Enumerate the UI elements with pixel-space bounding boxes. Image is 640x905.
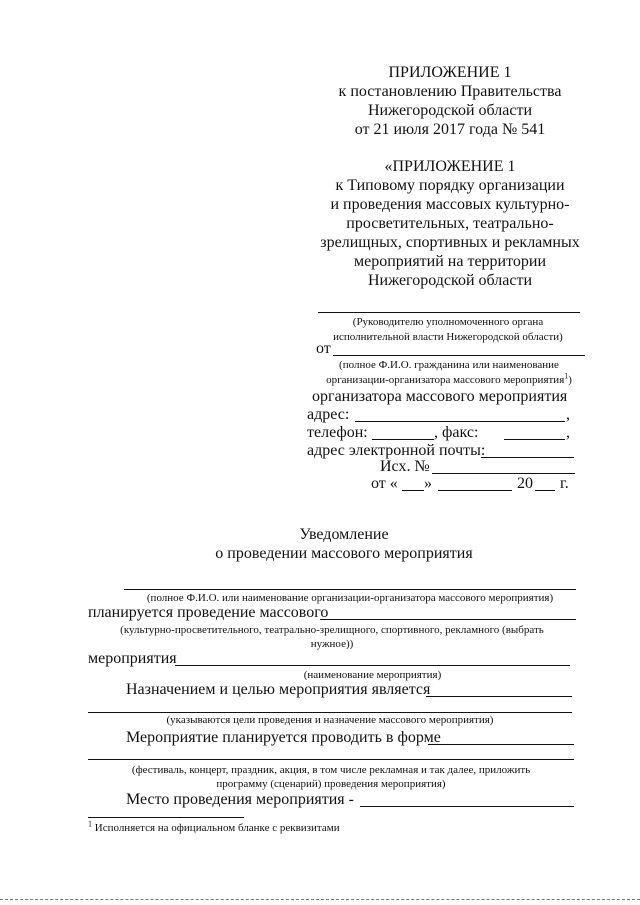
hint-name: (наименование мероприятия): [303, 669, 442, 681]
hint-form-line-1: (фестиваль, концерт, праздник, акция, в том числе рекламная и так далее, приложить: [131, 764, 531, 776]
appendix-line-7: Нижегородской области: [367, 272, 532, 289]
form-blank-1[interactable]: [428, 744, 574, 745]
place-blank[interactable]: [360, 806, 574, 807]
purpose-blank-1[interactable]: [426, 696, 572, 697]
date-suffix: г.: [560, 475, 569, 492]
appendix-line-2: к Типовому порядку организации: [335, 177, 565, 194]
planned-label: планируется проведение массового: [88, 604, 329, 621]
fax-label: , факс:: [434, 424, 479, 441]
phone-label: телефон:: [307, 424, 368, 441]
organizer-name-blank[interactable]: [124, 589, 576, 590]
title-line-1: Уведомление: [299, 526, 389, 543]
date-year-blank[interactable]: [535, 490, 555, 491]
scan-edge-line: [0, 899, 640, 900]
event-type-blank[interactable]: [320, 619, 576, 620]
footnote-text: [88, 819, 340, 834]
form-label: Мероприятие планируется проводить в форме: [126, 729, 441, 746]
place-label: Место проведения мероприятия -: [126, 791, 354, 808]
address-blank[interactable]: [355, 421, 565, 422]
hint-from-text: организации-организатора массового мероприятия: [326, 374, 565, 386]
footnote-mark: 1: [88, 819, 92, 829]
hint-from-line-1: (полное Ф.И.О. гражданина или наименование: [339, 359, 559, 371]
fax-comma: ,: [566, 424, 570, 441]
purpose-blank-2[interactable]: [88, 712, 572, 713]
purpose-label: Назначением и целью мероприятия является: [126, 681, 431, 698]
fax-blank[interactable]: [504, 439, 565, 440]
date-from-label: от «: [371, 475, 398, 492]
hint-form-line-2: программу (сценарий) проведения мероприятия): [216, 778, 446, 790]
hint-from-end: ): [568, 374, 572, 386]
form-blank-2[interactable]: [88, 759, 574, 760]
appendix-line-3: и проведения массовых культурно-: [330, 196, 570, 213]
footnote-ref: 1: [564, 371, 569, 381]
event-label: мероприятия: [88, 650, 177, 667]
organizer-label: организатора массового мероприятия: [312, 388, 568, 405]
date-day-blank[interactable]: [402, 490, 424, 491]
header-line-1: ПРИЛОЖЕНИЕ 1: [388, 64, 512, 81]
footnote-separator: [88, 817, 244, 818]
footnote-content: Исполняется на официальном бланке с реквизитами: [94, 822, 340, 834]
appendix-line-4: просветительных, театрально-: [346, 215, 554, 232]
appendix-line-5: зрелищных, спортивных и рекламных: [320, 234, 580, 251]
from-blank[interactable]: [333, 355, 585, 356]
addressee-to-blank[interactable]: [318, 312, 580, 313]
appendix-line-1: «ПРИЛОЖЕНИЕ 1: [384, 158, 516, 175]
header-line-4: от 21 июля 2017 года № 541: [354, 121, 546, 138]
hint-type-line-2: нужное)): [310, 638, 354, 650]
hint-from-line-2: [310, 371, 588, 386]
header-line-3: Нижегородской области: [367, 102, 532, 119]
outgoing-blank[interactable]: [432, 473, 575, 474]
date-month-blank[interactable]: [438, 490, 512, 491]
date-year-label: 20: [517, 475, 533, 492]
hint-type-line-1: (культурно-просветительного, театрально-зрелищного, спортивного, рекламного (выбрать: [120, 624, 544, 636]
email-blank[interactable]: [481, 457, 574, 458]
header-line-2: к постановлению Правительства: [338, 83, 562, 100]
hint-org: (полное Ф.И.О. или наименование организации-организатора массового мероприятия): [146, 592, 554, 604]
email-label: адрес электронной почты:: [307, 442, 486, 459]
date-quote-close: »: [424, 475, 432, 492]
hint-to-line-2: исполнительной власти Нижегородской области): [333, 331, 563, 343]
from-label: от: [316, 340, 331, 357]
address-comma: ,: [566, 406, 570, 423]
appendix-line-6: мероприятий на территории: [353, 253, 547, 270]
address-label: адрес:: [307, 406, 350, 423]
hint-purpose: (указываются цели проведения и назначение массового мероприятия): [166, 714, 494, 726]
event-name-blank[interactable]: [175, 665, 570, 666]
outgoing-label: Исх. №: [380, 458, 430, 475]
title-line-2: о проведении массового мероприятия: [215, 545, 473, 562]
hint-to-line-1: (Руководителю уполномоченного органа: [352, 316, 544, 328]
phone-blank[interactable]: [372, 439, 434, 440]
